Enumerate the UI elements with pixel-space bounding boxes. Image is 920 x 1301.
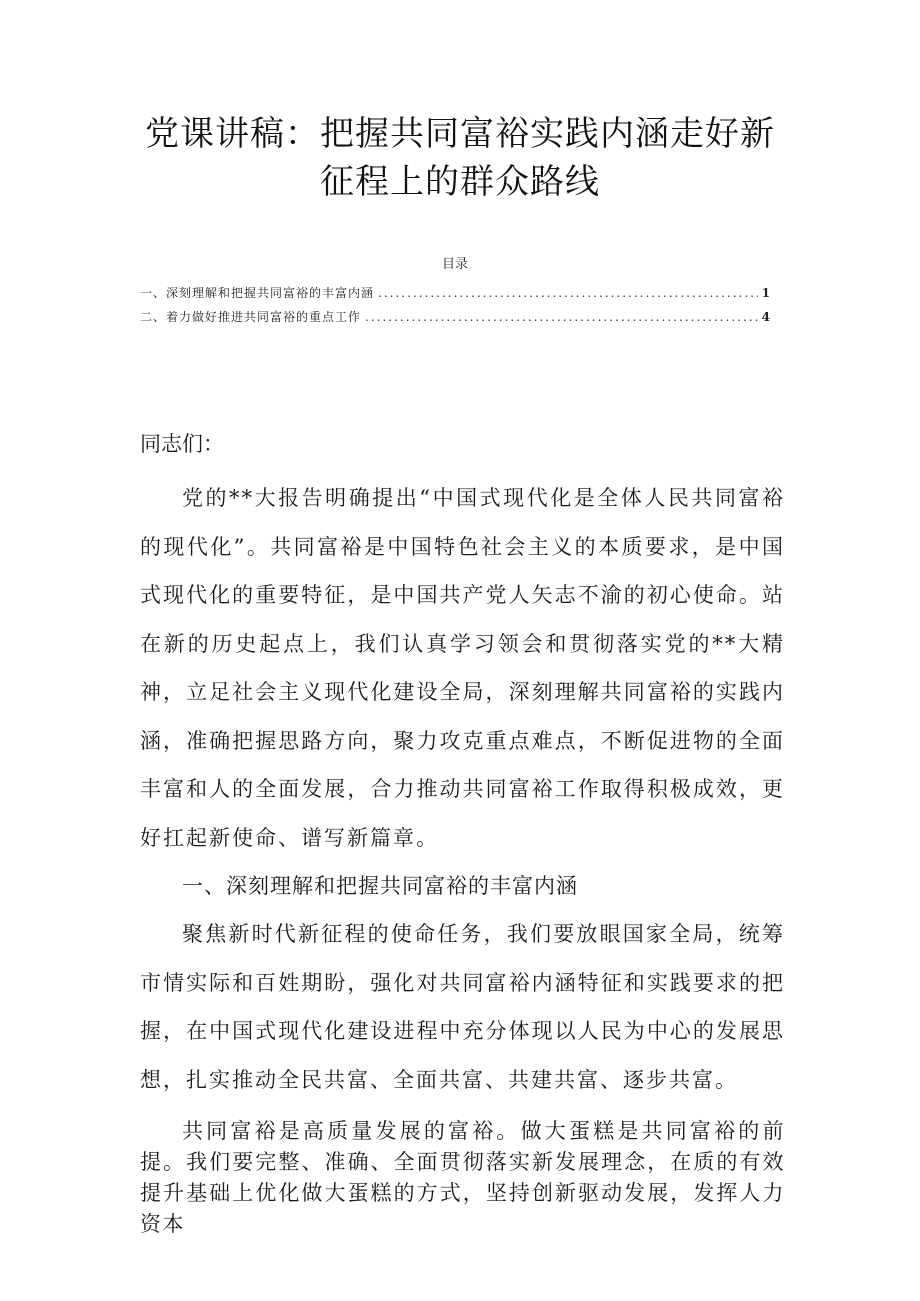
- salutation: 同志们：: [140, 432, 224, 456]
- table-of-contents: [140, 255, 770, 329]
- toc-entry-text: 一、深刻理解和把握共同富裕的丰富内涵: [140, 286, 375, 300]
- document-title: 党课讲稿：把握共同富裕实践内涵走好新征程上的群众路线: [145, 114, 775, 202]
- toc-leader-dots: [378, 281, 758, 305]
- toc-leader-dots: [365, 305, 758, 329]
- intro-paragraph: 党的**大报告明确提出“中国式现代化是全体人民共同富裕的现代化”。共同富裕是中国特色社会主义的本质要求，是中国式现代化的重要特征，是中国共产党人矢志不渝的初心使命。站在新的历史起点上，我们认真学习领会和贯彻落实党的**大精神，立足社会主义现代化建设全局，深刻理解共同富裕的实践内涵，准确把握思路方向，聚力攻克重点难点，不断促进物的全面丰富和人的全面发展，合力推动共同富裕工作取得积极成效，更好扛起新使命、谱写新篇章。: [140, 486, 785, 850]
- toc-entry-text: 二、着力做好推进共同富裕的重点工作: [140, 310, 362, 324]
- toc-entry-section-1[interactable]: [140, 281, 770, 305]
- section-paragraph: 聚焦新时代新征程的使命任务，我们要放眼国家全局，统筹市情实际和百姓期盼，强化对共同富裕内涵特征和实践要求的把握，在中国式现代化建设进程中充分体现以人民为中心的发展思想，扎实推动全民共富、全面共富、共建共富、逐步共富。: [140, 922, 785, 1092]
- toc-entry-page: 4: [761, 310, 770, 324]
- toc-entry-section-2[interactable]: [140, 305, 770, 329]
- toc-entry-page: 1: [761, 286, 770, 300]
- section-heading: 一、深刻理解和把握共同富裕的丰富内涵: [182, 874, 578, 898]
- document-body: [140, 424, 785, 1240]
- section-paragraph: 共同富裕是高质量发展的富裕。做大蛋糕是共同富裕的前提。我们要完整、准确、全面贯彻落实新发展理念，在质的有效提升基础上优化做大蛋糕的方式，坚持创新驱动发展，发挥人力资本: [140, 1119, 785, 1236]
- toc-heading: 目录: [441, 257, 468, 272]
